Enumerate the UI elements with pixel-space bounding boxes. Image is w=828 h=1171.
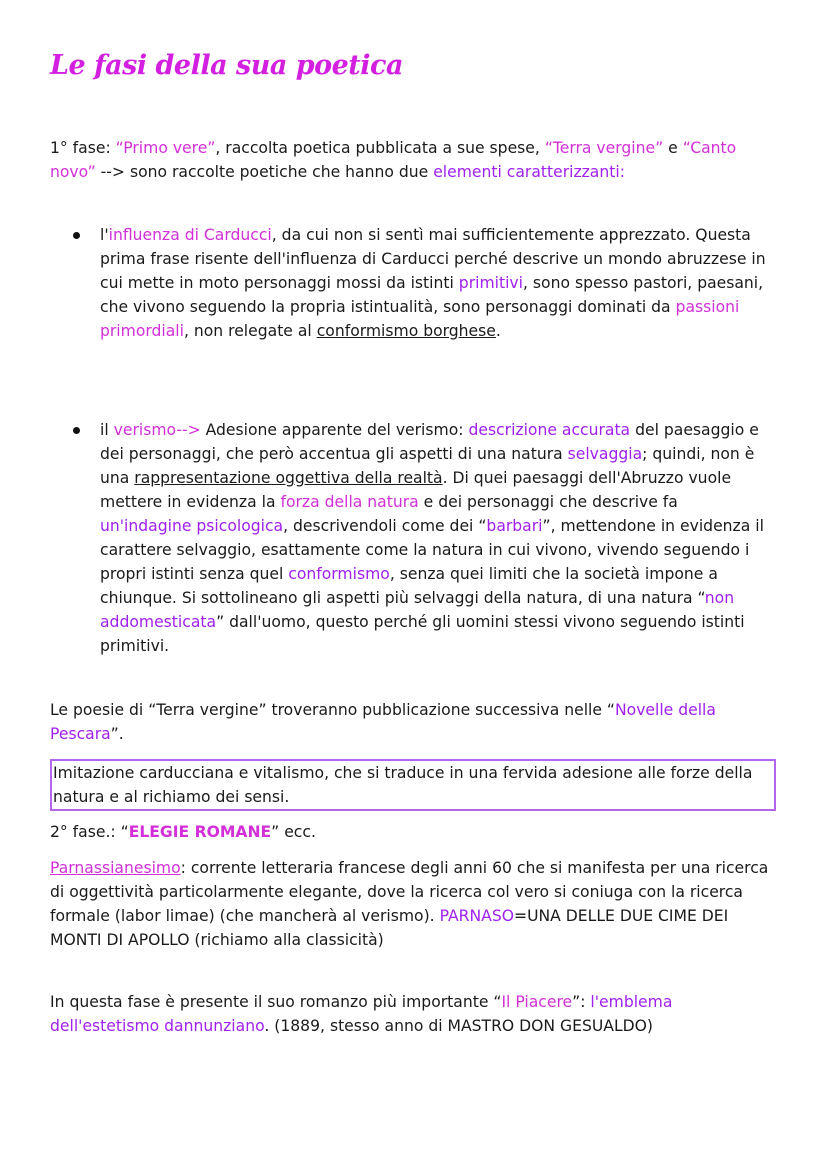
piacere-text: . (1889, stesso anno di MASTRO DON GESUALDO) xyxy=(264,1017,654,1035)
summary-box xyxy=(50,759,776,811)
parnass-highlight: PARNASO xyxy=(439,907,514,925)
piacere-text: In questa fase è presente il suo romanzo più importante “ xyxy=(50,993,502,1011)
bullet1-text: , non relegate al xyxy=(183,322,317,340)
bullet2-text: , descrivendoli come dei “ xyxy=(283,517,487,535)
fase2-label: 2° fase.: “ xyxy=(50,823,129,841)
bullet2-text: , senza quei limiti che la società impone a chiunque. Si sottolineano gli aspetti più selvaggi della natura, di una natura “ xyxy=(100,565,718,607)
list-item xyxy=(50,418,774,658)
bullet1-underlined: conformismo borghese xyxy=(316,322,496,340)
bullet1-text: , da cui non si sentì mai sufficientemente apprezzato. Questa prima frase risente dell'influenza di Carducci perché descrive un mondo abruzzese in cui mette in moto personaggi mossi da istinti xyxy=(100,226,766,292)
piacere-text: ”: xyxy=(572,993,591,1011)
fase1-primo-vere: “Primo vere” xyxy=(115,139,216,157)
bullet2-highlight: un'indagine psicologica xyxy=(100,517,284,535)
parnass-term: Parnassianesimo xyxy=(50,859,181,877)
bullet2-highlight: forza della natura xyxy=(280,493,419,511)
bullet2-underlined: rappresentazione oggettiva della realtà xyxy=(134,469,443,487)
bullet-list-2 xyxy=(50,418,774,658)
fase2-highlight: ELEGIE ROMANE xyxy=(128,823,272,841)
bullet2-highlight: descrizione accurata xyxy=(468,421,631,439)
piacere-title: Il Piacere xyxy=(501,993,573,1011)
bullet2-text: Adesione apparente del verismo: xyxy=(200,421,469,439)
bullet2-text: e dei personaggi che descrive fa xyxy=(418,493,678,511)
page-title: Le fasi della sua poetica xyxy=(50,50,403,81)
bullet1-text: . xyxy=(495,322,501,340)
poesie-text: Le poesie di “Terra vergine” troveranno pubblicazione successiva nelle “ xyxy=(50,701,615,719)
bullet-icon xyxy=(73,232,80,239)
bullet2-highlight: conformismo xyxy=(288,565,390,583)
poesie-text: ”. xyxy=(110,725,124,743)
bullet1-highlight: primitivi xyxy=(458,274,523,292)
fase1-text: --> sono raccolte poetiche che hanno due xyxy=(95,163,434,181)
bullet-list-1 xyxy=(50,223,774,343)
fase1-highlight: elementi caratterizzanti xyxy=(433,163,620,181)
fase2-text: ” ecc. xyxy=(271,823,316,841)
poesie-paragraph xyxy=(50,698,774,746)
bullet2-highlight: non addomesticata xyxy=(100,589,735,631)
fase1-text: , raccolta poetica pubblicata a sue spese, xyxy=(215,139,545,157)
bullet2-text: ; quindi, non è una xyxy=(100,445,755,487)
fase1-canto-novo: “Canto novo” xyxy=(50,139,737,181)
list-item xyxy=(50,223,774,343)
bullet2-highlight: barbari xyxy=(486,517,543,535)
bullet2-text: . Di quei paesaggi dell'Abruzzo vuole mettere in evidenza la xyxy=(100,469,732,511)
bullet1-highlight: passioni primordiali xyxy=(100,298,740,340)
fase1-text: e xyxy=(663,139,683,157)
bullet1-text: , sono spesso pastori, paesani, che vivono seguendo la propria istintualità, sono personaggi dominati da xyxy=(100,274,764,316)
bullet2-highlight: verismo--> xyxy=(113,421,201,439)
bullet-icon xyxy=(73,427,80,434)
bullet2-highlight: selvaggia xyxy=(567,445,643,463)
piacere-paragraph xyxy=(50,990,774,1038)
fase1-label: 1° fase: xyxy=(50,139,116,157)
poesie-highlight: Novelle della Pescara xyxy=(50,701,716,743)
bullet1-highlight: influenza di Carducci xyxy=(108,226,272,244)
parnassianesimo-paragraph xyxy=(50,856,774,952)
bullet1-text: l' xyxy=(100,226,109,244)
fase1-paragraph xyxy=(50,136,774,184)
bullet2-text: del paesaggio e dei personaggi, che però accentua gli aspetti di una natura xyxy=(100,421,759,463)
parnass-text: : corrente letteraria francese degli anni 60 che si manifesta per una ricerca di oggettività particolarmente elegante, dove la ricerca col vero si coniuga con la ricerca formale (labor limae) (che mancherà al verismo). xyxy=(50,859,769,925)
parnass-text: =UNA DELLE DUE CIME DEI MONTI DI APOLLO (richiamo alla classicità) xyxy=(50,907,729,949)
fase1-terra-vergine: “Terra vergine” xyxy=(544,139,664,157)
summary-box-text: Imitazione carducciana e vitalismo, che si traduce in una fervida adesione alle forze della natura e al richiamo dei sensi. xyxy=(53,764,753,806)
bullet2-text: il xyxy=(100,421,114,439)
bullet2-text: ”, mettendone in evidenza il carattere selvaggio, esattamente come la natura in cui vivono, vivendo seguendo i propri istinti senza quel xyxy=(100,517,764,583)
fase1-colon: : xyxy=(619,163,625,181)
fase2-paragraph xyxy=(50,820,774,844)
piacere-highlight: l'emblema dell'estetismo dannunziano xyxy=(50,993,673,1035)
bullet2-text: ” dall'uomo, questo perché gli uomini stessi vivono seguendo istinti primitivi. xyxy=(100,613,745,655)
